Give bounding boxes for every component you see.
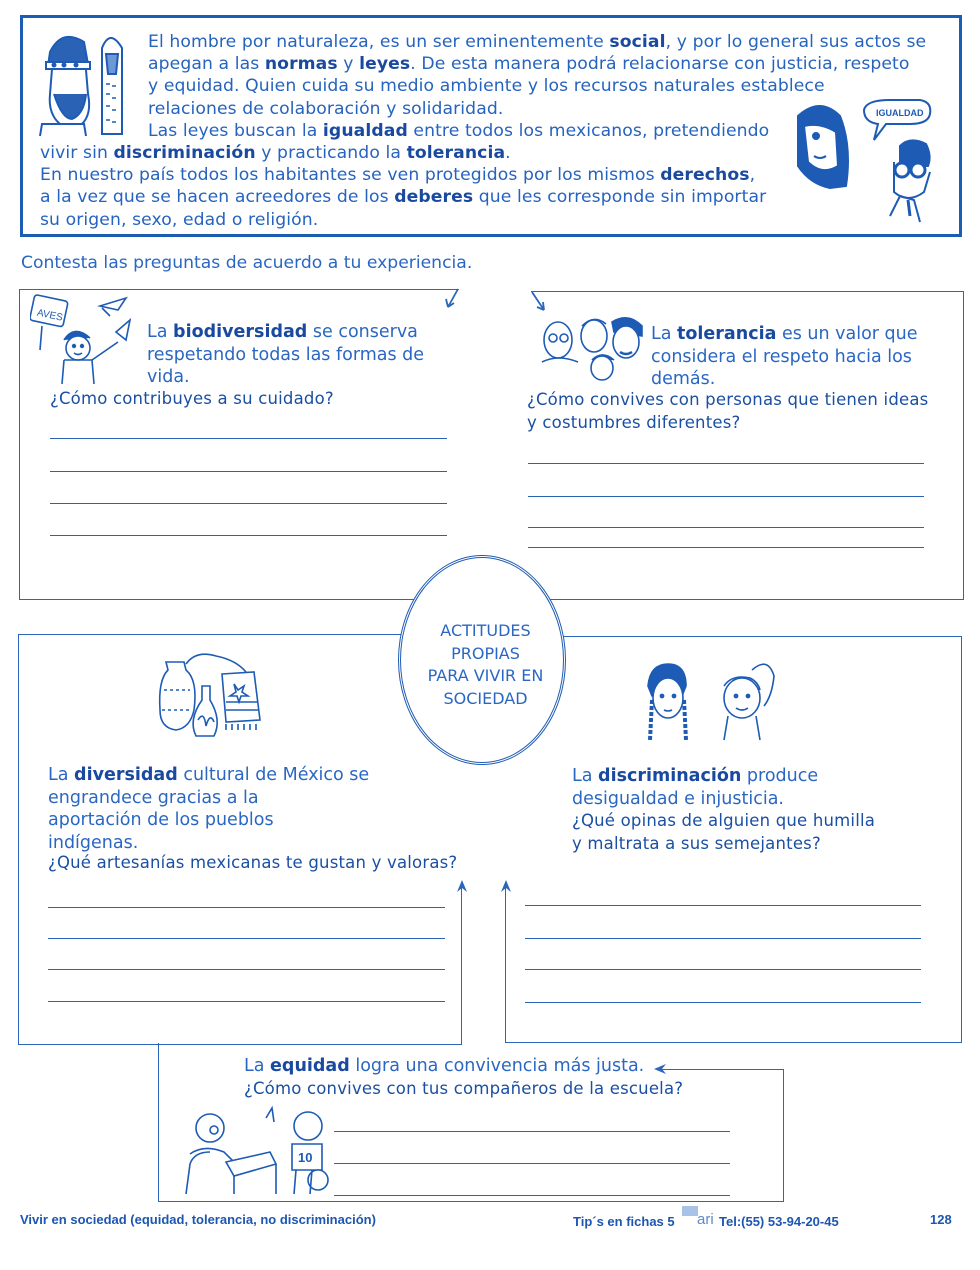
equidad-right-border — [783, 1069, 784, 1202]
arrow-up-icon — [455, 878, 469, 894]
discriminacion-text — [572, 765, 818, 810]
connector-line — [505, 888, 506, 1043]
intro-line-5: Las leyes buscan la igualdad entre todos los mexicanos, pretendiendo — [148, 120, 770, 141]
equidad-left-border — [158, 1043, 159, 1201]
keyword-derechos: derechos — [660, 165, 750, 186]
answer-line[interactable] — [50, 471, 447, 472]
discriminacion-question-line-2: y maltrata a sus semejantes? — [572, 833, 821, 853]
answer-line[interactable] — [525, 938, 921, 939]
speech-bubble-text: IGUALDAD — [876, 108, 924, 118]
biodiversidad-line-2: respetando todas las formas de — [147, 344, 425, 365]
tolerancia-line-2: considera el respeto hacia los — [651, 346, 912, 367]
tolerancia-line-1: La tolerancia es un valor que — [651, 324, 918, 344]
center-oval-line-3: PARA VIVIR EN — [427, 666, 544, 685]
answer-line[interactable] — [50, 503, 447, 504]
intro-line-4: relaciones de colaboración y solidaridad. — [148, 98, 504, 119]
tolerancia-line-3: demás. — [651, 369, 716, 389]
biodiversidad-line-1: La biodiversidad se conserva — [147, 322, 418, 342]
equidad-question: ¿Cómo convives con tus compañeros de la escuela? — [244, 1079, 684, 1098]
answer-line[interactable] — [528, 463, 924, 464]
equidad-bottom-border — [158, 1201, 783, 1202]
keyword-biodiversidad: biodiversidad — [173, 322, 308, 342]
ari-logo-icon — [682, 1206, 698, 1216]
intro-line-9: su origen, sexo, edad o religión. — [40, 209, 319, 230]
two-girls-illustration-icon — [640, 656, 780, 748]
answer-line[interactable] — [334, 1163, 730, 1164]
equidad-line-1: La equidad logra una convivencia más justa. — [244, 1056, 645, 1076]
intro-line-3: y equidad. Quien cuida su medio ambiente y los recursos naturales establece — [148, 76, 825, 97]
center-oval-line-1: ACTITUDES — [440, 621, 531, 640]
intro-line-7: En nuestro país todos los habitantes se ven protegidos por los mismos derechos, — [40, 165, 756, 186]
tolerancia-question-line-2: y costumbres diferentes? — [527, 412, 741, 432]
keyword-social: social — [609, 32, 666, 52]
connector-line — [461, 888, 462, 1045]
aves-sign-text: AVES — [35, 307, 64, 324]
keyword-tolerancia-card: tolerancia — [677, 324, 777, 344]
boy-with-birds-illustration-icon — [30, 294, 142, 386]
diversidad-question: ¿Qué artesanías mexicanas te gustan y valoras? — [48, 853, 458, 872]
students-illustration-icon — [180, 1104, 330, 1196]
keyword-normas: normas — [264, 54, 338, 75]
biodiversidad-line-3: vida. — [147, 367, 190, 387]
footer-book-title: Tip´s en fichas 5 — [573, 1214, 675, 1229]
answer-line[interactable] — [525, 905, 921, 906]
answer-line[interactable] — [525, 1002, 921, 1003]
footer-phone: Tel:(55) 53-94-20-45 — [719, 1214, 839, 1229]
biodiversidad-question: ¿Cómo contribuyes a su cuidado? — [50, 389, 334, 408]
keyword-leyes: leyes — [359, 54, 411, 75]
diversidad-line-2: engrandece gracias a la — [48, 787, 259, 808]
diverse-people-illustration-icon — [538, 314, 650, 384]
diversidad-line-1: La diversidad cultural de México se — [48, 765, 370, 785]
equidad-arrow-line — [660, 1069, 783, 1070]
jersey-number: 10 — [298, 1150, 313, 1165]
answer-line[interactable] — [48, 938, 445, 939]
couple-illustration-icon — [790, 96, 960, 230]
tolerancia-question — [527, 389, 928, 434]
discriminacion-line-1: La discriminación produce — [572, 766, 819, 786]
intro-line-8: a la vez que se hacen acreedores de los deberes que les corresponde sin importar — [40, 187, 767, 208]
keyword-tolerancia: tolerancia — [406, 143, 506, 163]
discriminacion-line-2: desigualdad e injusticia. — [572, 788, 784, 809]
equidad-text — [244, 1055, 644, 1078]
answer-line[interactable] — [48, 1001, 445, 1002]
keyword-equidad: equidad — [270, 1056, 350, 1076]
ari-logo — [682, 1206, 716, 1228]
answer-line[interactable] — [50, 535, 447, 536]
discriminacion-question — [572, 810, 875, 855]
center-oval-line-4: SOCIEDAD — [443, 688, 528, 708]
answer-line[interactable] — [334, 1131, 730, 1132]
answer-line[interactable] — [525, 969, 921, 970]
answer-line[interactable] — [50, 438, 447, 439]
center-oval-title — [398, 620, 573, 710]
keyword-igualdad: igualdad — [322, 120, 408, 141]
mexican-crafts-illustration-icon — [156, 650, 276, 744]
king-stele-illustration-icon — [32, 24, 142, 142]
diversidad-line-3: aportación de los pueblos — [48, 810, 274, 830]
intro-line-1: El hombre por naturaleza, es un ser eminentemente social, y por lo general sus actos se — [148, 32, 927, 52]
intro-line-6: vivir sin discriminación y practicando la tolerancia. — [40, 143, 511, 163]
arrow-left-icon — [652, 1063, 668, 1077]
answer-line[interactable] — [528, 496, 924, 497]
tolerancia-question-line-1: ¿Cómo convives con personas que tienen ideas — [527, 390, 929, 409]
page-number: 128 — [930, 1212, 952, 1227]
answer-line[interactable] — [334, 1195, 730, 1196]
diversidad-line-4: indígenas. — [48, 832, 139, 853]
intro-line-2: apegan a las normas y leyes. De esta manera podrá relacionarse con justicia, respeto — [148, 54, 910, 75]
biodiversidad-text — [147, 321, 424, 389]
center-oval-line-2: PROPIAS — [451, 643, 520, 663]
footer-topic: Vivir en sociedad (equidad, tolerancia, no discriminación) — [20, 1212, 376, 1227]
answer-line[interactable] — [528, 547, 924, 548]
keyword-deberes: deberes — [394, 187, 474, 208]
keyword-diversidad: diversidad — [74, 765, 178, 785]
answer-line[interactable] — [528, 527, 924, 528]
ari-logo-text: ari — [697, 1211, 714, 1228]
answer-line[interactable] — [48, 907, 445, 908]
discriminacion-question-line-1: ¿Qué opinas de alguien que humilla — [572, 811, 876, 830]
answer-line[interactable] — [48, 969, 445, 970]
tolerancia-text — [651, 323, 918, 391]
arrow-down-left-icon — [440, 285, 464, 315]
instruction-text: Contesta las preguntas de acuerdo a tu experiencia. — [21, 253, 473, 273]
arrow-up-icon — [499, 878, 513, 894]
keyword-discriminacion: discriminación — [113, 143, 256, 163]
keyword-discriminacion-card: discriminación — [598, 766, 742, 786]
diversidad-text — [48, 764, 369, 854]
intro-paragraph-bottom — [40, 142, 800, 231]
